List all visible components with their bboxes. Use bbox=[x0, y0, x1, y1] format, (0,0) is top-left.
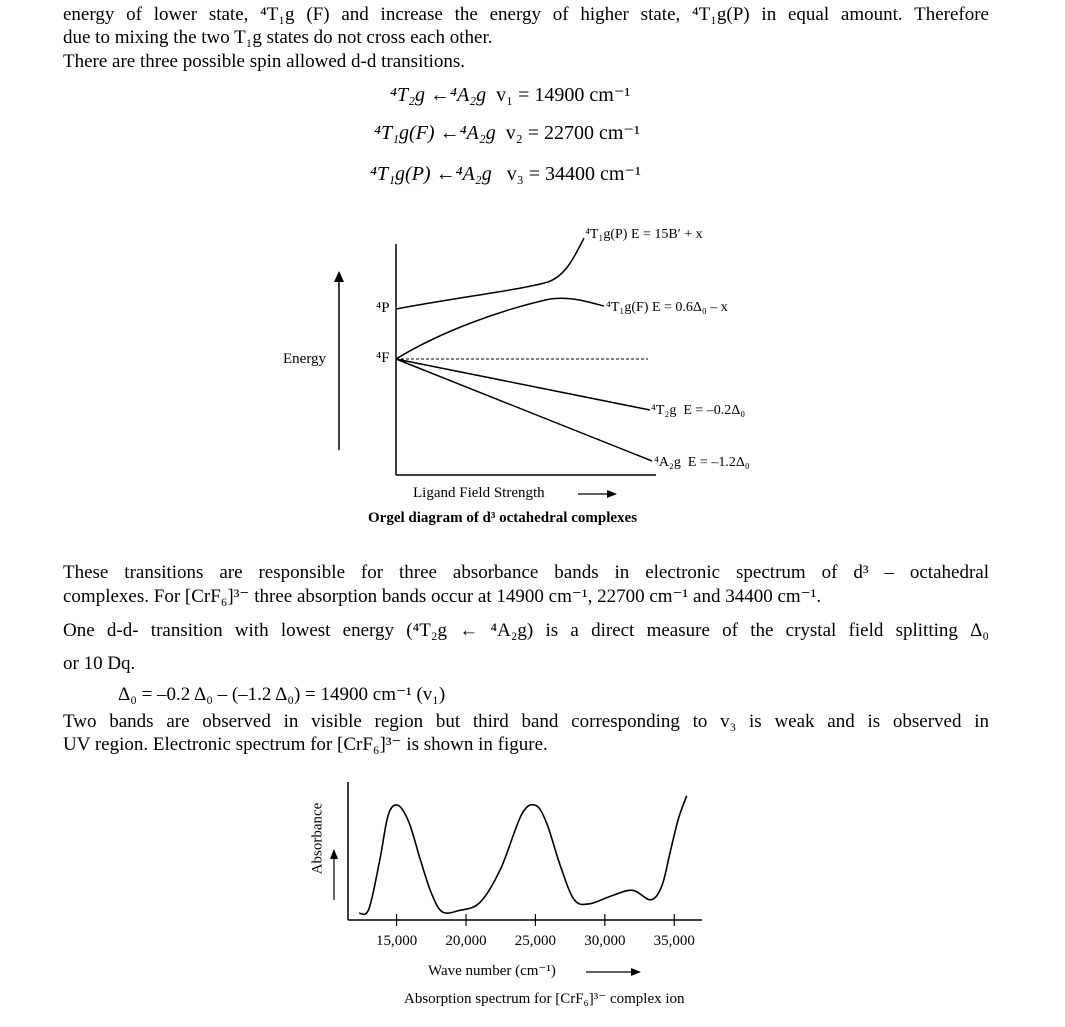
free-ion-term-p: ⁴P bbox=[376, 300, 390, 316]
level-a2g-term: ⁴A₂g bbox=[654, 455, 681, 470]
spectrum-title: Absorption spectrum for [CrF₆]³⁻ complex ion bbox=[404, 991, 685, 1007]
x-tick-label-20000: 20,000 bbox=[445, 933, 487, 949]
transition-3-value: = 34400 cm⁻¹ bbox=[528, 163, 641, 185]
x-tick-label-30000: 30,000 bbox=[584, 933, 626, 949]
spectrum-series-line bbox=[359, 796, 687, 915]
transition-3-upper: ⁴T₁g(P) bbox=[370, 163, 431, 185]
transition-1-value: = 14900 cm⁻¹ bbox=[518, 84, 631, 106]
level-t1g-f-energy: E = 0.6Δ₀ – x bbox=[651, 300, 728, 315]
p2-text: There are three possible spin allowed d-d transitions. bbox=[63, 51, 466, 72]
level-t1g-f-term: ⁴T₁g(F) bbox=[606, 300, 649, 315]
p5-line2-text: UV region. Electronic spectrum for [CrF₆]³⁻ is shown in figure. bbox=[63, 734, 548, 755]
free-ion-term-f: ⁴F bbox=[376, 350, 390, 366]
transition-1-arrow: ← bbox=[430, 84, 451, 106]
transition-3-label: v₃ bbox=[506, 163, 524, 185]
delta-equation-text: Δ₀ = –0.2 Δ₀ – (–1.2 Δ₀) = 14900 cm⁻¹ (v₁) bbox=[118, 684, 446, 705]
level-t1g-p-energy: E = 15B′ + x bbox=[630, 227, 703, 242]
level-t1g-p-term: ⁴T₁g(P) bbox=[585, 227, 628, 242]
transition-2-lower: ⁴A₂g bbox=[459, 122, 496, 144]
x-tick-label-35000: 35,000 bbox=[653, 933, 695, 949]
transition-2-label: v₂ bbox=[505, 122, 523, 144]
transition-2-value: = 22700 cm⁻¹ bbox=[527, 122, 640, 144]
p1-line2-text: due to mixing the two T₁g states do not cross each other. bbox=[63, 27, 493, 48]
level-a2g-energy: E = –1.2Δ₀ bbox=[687, 455, 750, 470]
transition-2-upper: ⁴T₁g(F) bbox=[374, 122, 435, 144]
x-tick-label-15000: 15,000 bbox=[375, 933, 418, 949]
transition-1-lower: ⁴A₂g bbox=[450, 84, 487, 106]
absorbance-arrow-head bbox=[330, 849, 338, 859]
energy-label: Energy bbox=[283, 351, 327, 367]
transition-3-arrow: ← bbox=[435, 163, 456, 185]
spectrum-xlabel: Wave number (cm⁻¹) bbox=[428, 963, 556, 979]
transition-3-lower: ⁴A₂g bbox=[455, 163, 492, 185]
p4-line1-text: One d-d- transition with lowest energy (⁴T₂g ← ⁴A₂g) is a direct measure of the crystal field splitting Δ₀ bbox=[63, 620, 989, 641]
absorbance-label: Absorbance bbox=[309, 802, 326, 875]
transition-1-upper: ⁴T₂g bbox=[390, 84, 426, 106]
orgel-caption: Orgel diagram of d³ octahedral complexes bbox=[368, 510, 638, 526]
x-tick-label-25000: 25,000 bbox=[514, 933, 557, 949]
level-t2g-energy: E = –0.2Δ₀ bbox=[683, 403, 746, 418]
transition-1-label: v₁ bbox=[496, 84, 514, 106]
p4-line2-text: or 10 Dq. bbox=[63, 653, 136, 674]
p5-line1-text: Two bands are observed in visible region but third band corresponding to v₃ is weak and is observed in bbox=[63, 711, 989, 732]
p1-line1-text: energy of lower state, ⁴T₁g (F) and increase the energy of higher state, ⁴T₁g(P) in equal amount. Therefore bbox=[63, 4, 989, 25]
transition-2-arrow: ← bbox=[439, 122, 460, 144]
p3-line1-text: These transitions are responsible for three absorbance bands in electronic spectrum of d³ – octahedral bbox=[63, 562, 989, 583]
wavenumber-arrow-head bbox=[631, 968, 641, 976]
ligand-field-label: Ligand Field Strength bbox=[413, 485, 545, 501]
level-t2g-term: ⁴T₂g bbox=[651, 403, 677, 418]
p3-line2-text: complexes. For [CrF₆]³⁻ three absorption bands occur at 14900 cm⁻¹, 22700 cm⁻¹ and 34400 cm⁻¹. bbox=[63, 586, 822, 607]
